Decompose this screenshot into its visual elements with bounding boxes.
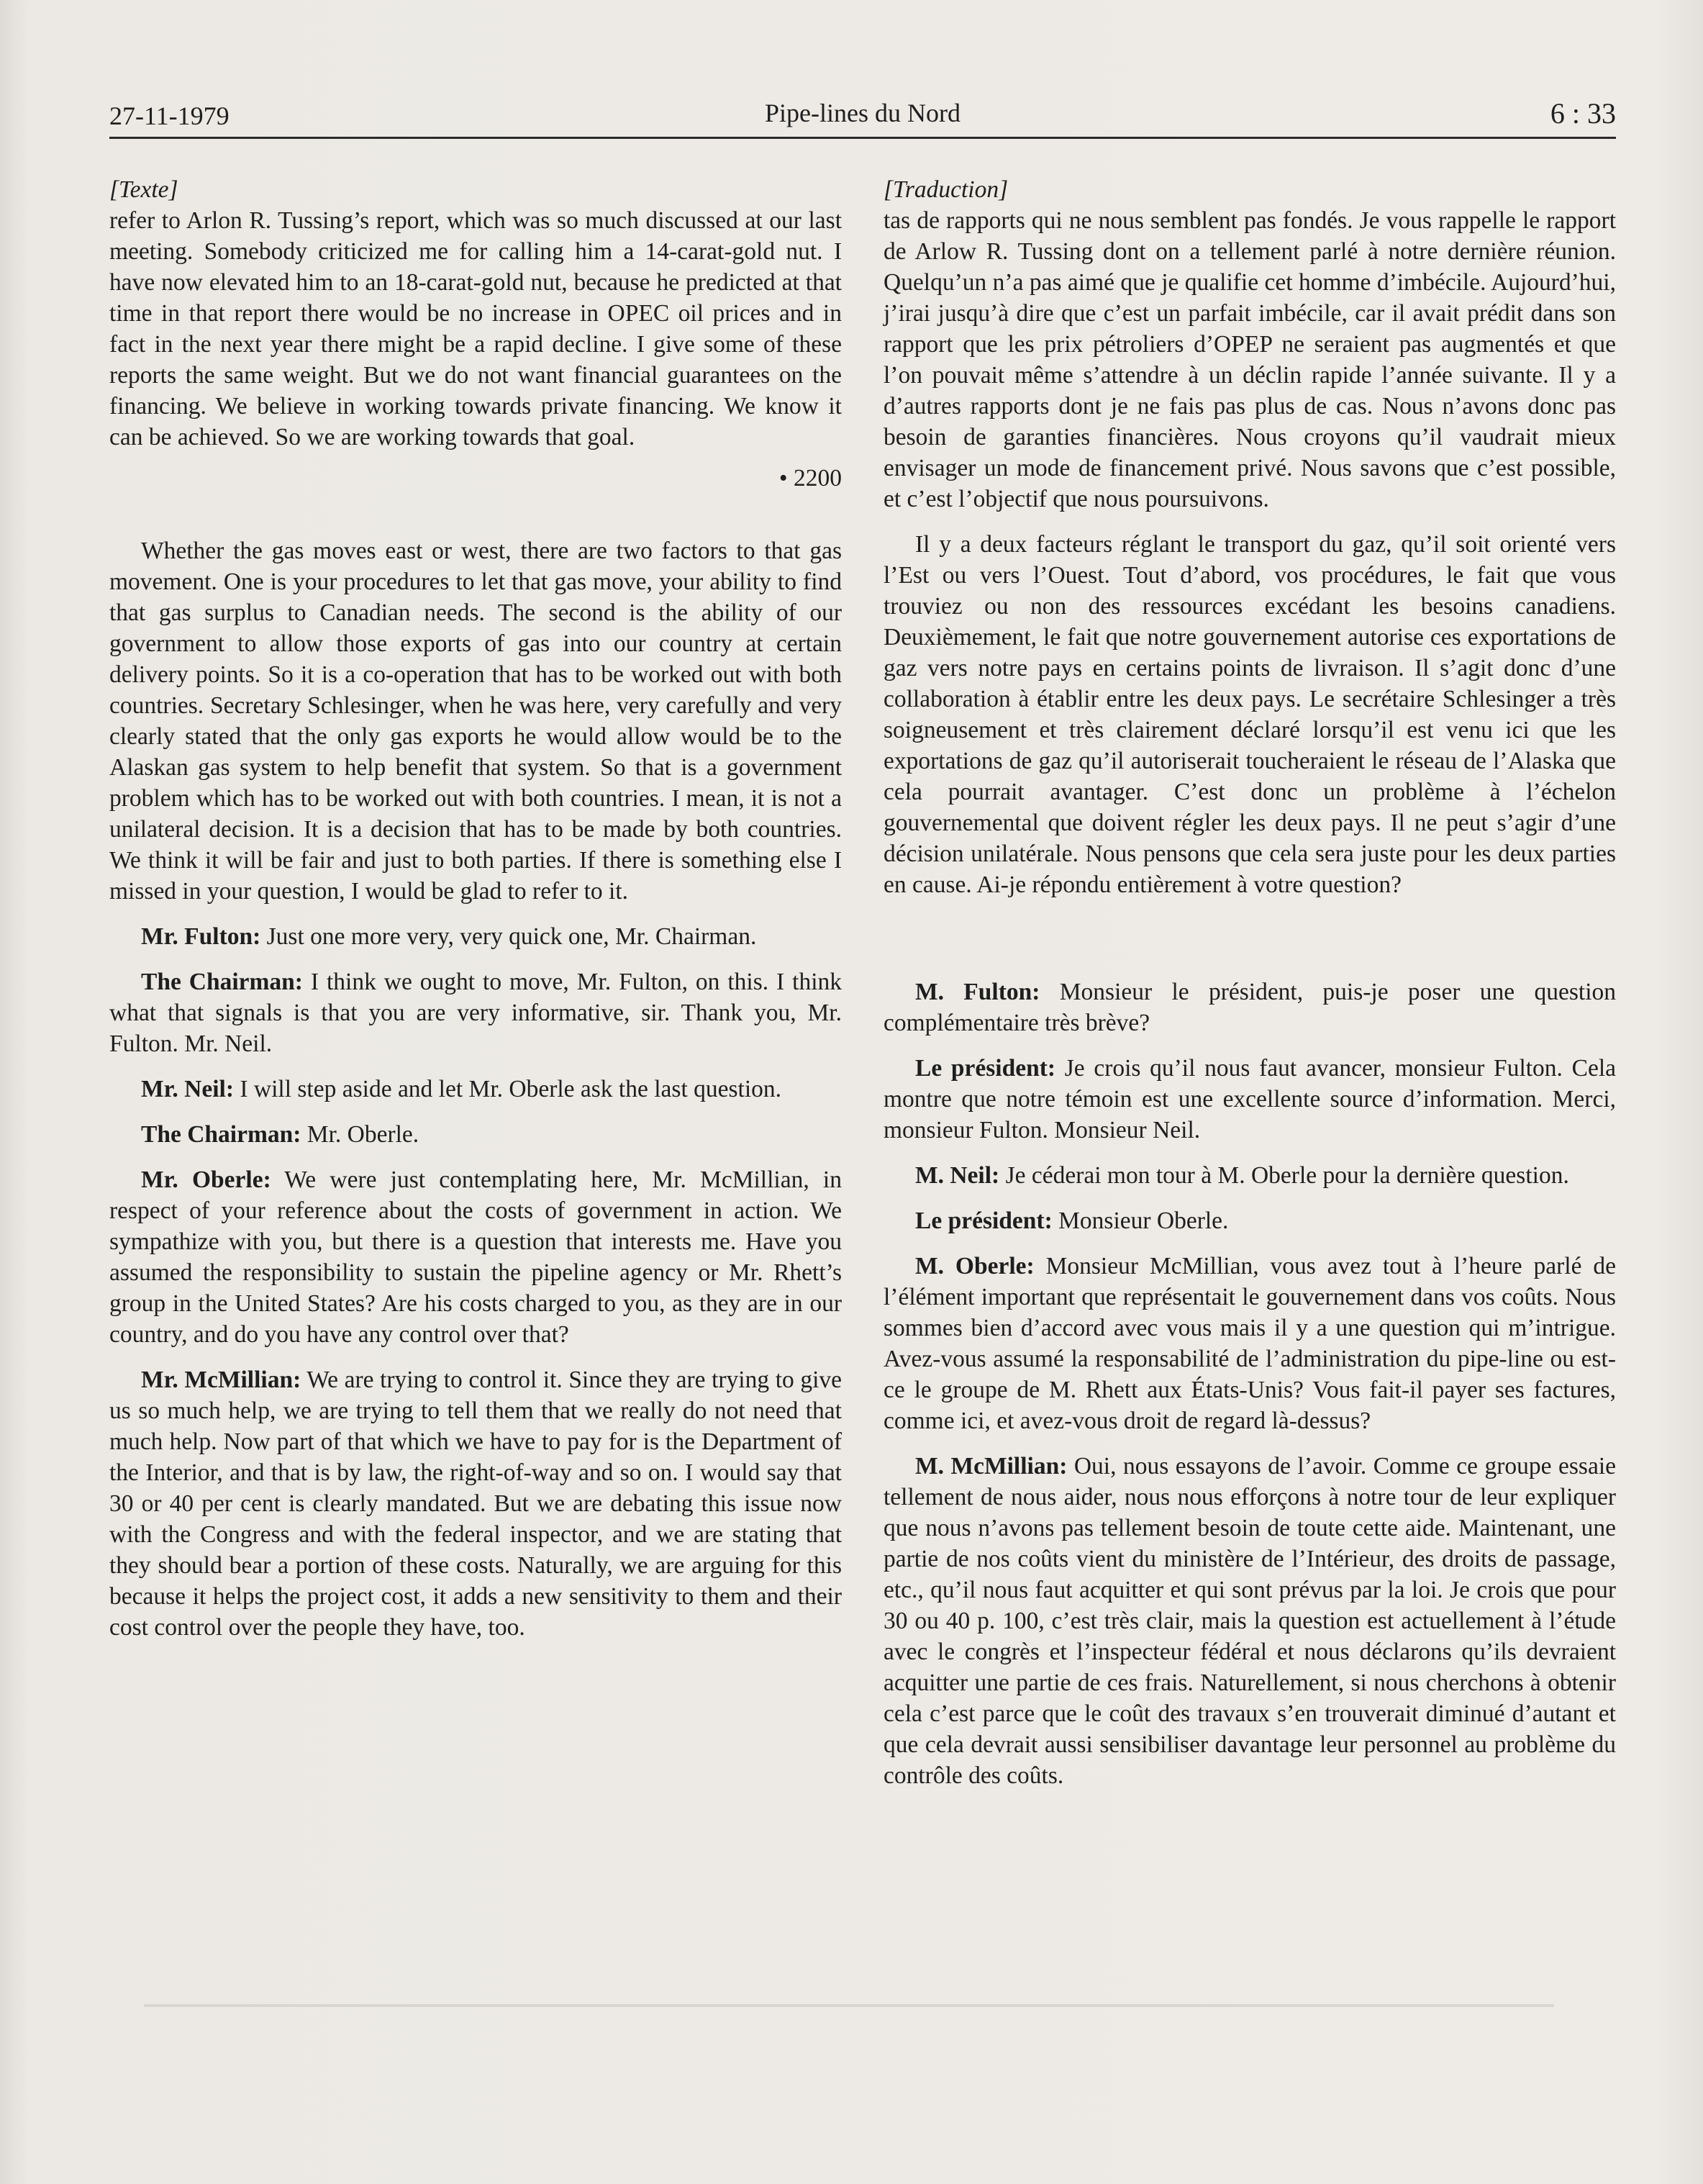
paragraph: Il y a deux facteurs réglant le transport du gaz, qu’il soit orienté vers l’Est ou vers l’Ouest. Tout d’abord, vos procédures, le fait que vous trouviez ou non des ressources excédant les besoins canadiens. Deuxièmement, le fait que notre gouvernement autorise ces exportations de gaz vers notre pays en certains points de livraison. Il s’agit donc d’une collaboration à établir entre les deux pays. Le secrétaire Schlesinger a très soigneusement et très clairement déclaré lorsqu’il est venu ici que les exportations de gaz qu’il autoriserait toucheraient le réseau de l’Alaska que cela pourrait avantager. C’est donc un problème à l’échelon gouvernemental que doivent régler les deux pays. Il ne peut s’agir d’une décision unilatérale. Nous pensons que cela sera juste pour les deux parties en cause. Ai-je répondu entièrement à votre question? bbox=[884, 531, 1616, 898]
speech bbox=[109, 1164, 842, 1350]
section-label-texte: [Texte] bbox=[109, 176, 178, 203]
speech-text: Mr. Oberle. bbox=[306, 1121, 419, 1148]
speaker-name: Mr. Oberle: bbox=[141, 1166, 271, 1193]
speaker-name: Le président: bbox=[915, 1207, 1053, 1234]
speech bbox=[109, 966, 842, 1059]
speaker-name: Le président: bbox=[915, 1055, 1056, 1082]
bleed-through-rule bbox=[144, 2004, 1554, 2007]
speaker-name: The Chairman: bbox=[141, 1121, 301, 1148]
speech bbox=[884, 1251, 1616, 1436]
speech-text: We were just contemplating here, Mr. McMillian, in respect of your reference about the costs of government in action. We sympathize with you, but there is a question that interests me. Have you assumed the responsibility to sustain the pipeline agency or Mr. Rhett’s group in the United States? Are his costs charged to you, as they are in our country, and do you have any control over that? bbox=[109, 1166, 842, 1348]
speech bbox=[884, 1451, 1616, 1791]
paragraph: refer to Arlon R. Tussing’s report, which was so much discussed at our last meeting. Somebody criticized me for calling him a 14-carat-gold nut. I have now elevated him to an 18-carat-gold nut, because he predicted at that time in that report there would be no increase in OPEC oil prices and in fact in the next year there might be a rapid decline. I give some of these reports the same weight. But we do not want financial guarantees on the financing. We believe in working towards private financing. We know it can be achieved. So we are working towards that goal. bbox=[109, 207, 842, 450]
speech bbox=[884, 977, 1616, 1038]
paragraph: Whether the gas moves east or west, there are two factors to that gas movement. One is your procedures to let that gas move, your ability to find that gas surplus to Canadian needs. The second is the ability of our government to allow those exports of gas into our country at certain delivery points. So it is a co-operation that has to be worked out with both countries. Secretary Schlesinger, when he was here, very carefully and very clearly stated that the only gas exports he would allow would be to the Alaskan gas system to help benefit that system. So that is a government problem which has to be worked out with both countries. I mean, it is not a unilateral decision. It is a decision that has to be made by both countries. We think it will be fair and just to both parties. If there is something else I missed in your question, I would be glad to refer to it. bbox=[109, 538, 842, 905]
paragraph: tas de rapports qui ne nous semblent pas fondés. Je vous rappelle le rapport de Arlow R. Tussing dont on a tellement parlé à notre dernière réunion. Quelqu’un n’a pas aimé que je qualifie cet homme d’imbécile. Aujourd’hui, j’irai jusqu’à dire que c’est un parfait imbécile, car il avait prédit dans son rapport que les prix pétroliers d’OPEP ne seraient pas augmentés et que l’on pouvait même s’attendre à un déclin rapide l’année suivante. Il y a d’autres rapports dont je ne fais pas plus de cas. Nous n’avons donc pas besoin de garanties financières. Nous croyons qu’il vaudrait mieux envisager un mode de financement privé. Nous savons que c’est possible, et c’est l’objectif que nous poursuivons. bbox=[884, 207, 1616, 512]
speech-text: Je crois qu’il nous faut avancer, monsieur Fulton. Cela montre que notre témoin est une excellente source d’information. Merci, monsieur Fulton. Monsieur Neil. bbox=[884, 1055, 1617, 1143]
speech-text: I think we ought to move, Mr. Fulton, on this. I think what that signals is that you are very informative, sir. Thank you, Mr. Fulton. Mr. Neil. bbox=[109, 969, 842, 1057]
speech-text: Oui, nous essayons de l’avoir. Comme ce groupe essaie tellement de nous aider, nous nous efforçons à notre tour de leur expliquer que nous n’avons pas tellement besoin de toute cette aide. Maintenant, une partie de nos coûts vient du ministère de l’Intérieur, des droits de passage, etc., qu’il nous faut acquitter et qui sont prévus par la loi. Je crois que pour 30 ou 40 p. 100, c’est très clair, mais la question est actuellement à l’étude avec le congrès et l’inspecteur fédéral et nous déclarons qu’ils devraient acquitter une partie de ces frais. Naturellement, si nous cherchons à obtenir cela c’est parce que le coût des travaux s’en trouverait diminué d’autant et que cela devrait aussi sensibiliser davantage leur personnel au problème du contrôle des coûts. bbox=[884, 1453, 1616, 1789]
speech-text: We are trying to control it. Since they are trying to give us so much help, we are trying to tell them that we really do not need that much help. Now part of that which we have to pay for is the Department of the Interior, and that is by law, the right-of-way and so on. I would say that 30 or 40 per cent is clearly mandated. But we are debating this issue now with the Congress and with the federal inspector, and we are stating that they should bear a portion of these costs. Naturally, we are arguing for this because it helps the project cost, it adds a new sensitivity to them and their cost control over the people they have, too. bbox=[109, 1367, 842, 1641]
speech-text: Je céderai mon tour à M. Oberle pour la dernière question. bbox=[1005, 1162, 1569, 1189]
speech bbox=[884, 1160, 1616, 1191]
speaker-name: The Chairman: bbox=[141, 969, 303, 995]
speech bbox=[884, 1205, 1616, 1236]
speaker-name: M. McMillian: bbox=[915, 1453, 1068, 1480]
label-text: Texte bbox=[119, 176, 169, 203]
page-header bbox=[109, 94, 1616, 139]
speech bbox=[109, 1119, 842, 1150]
speech bbox=[109, 1364, 842, 1643]
speech-text: I will step aside and let Mr. Oberle ask the last question. bbox=[240, 1076, 782, 1102]
speaker-name: Mr. Fulton: bbox=[141, 923, 261, 950]
speech bbox=[884, 1053, 1616, 1146]
speaker-name: M. Neil: bbox=[915, 1162, 1000, 1189]
speech-text: Monsieur Oberle. bbox=[1058, 1207, 1229, 1234]
time-marker: • 2200 bbox=[778, 465, 842, 491]
speaker-name: M. Oberle: bbox=[915, 1253, 1035, 1279]
english-column bbox=[109, 174, 842, 1643]
section-label-traduction: [Traduction] bbox=[884, 176, 1009, 203]
french-column bbox=[884, 174, 1616, 1791]
speech bbox=[109, 921, 842, 952]
speaker-name: M. Fulton: bbox=[915, 979, 1040, 1005]
header-title: Pipe-lines du Nord bbox=[765, 99, 961, 127]
speaker-name: Mr. McMillian: bbox=[141, 1367, 301, 1393]
speech bbox=[109, 1074, 842, 1105]
label-text: Traduction bbox=[893, 176, 999, 203]
speech-text: Just one more very, very quick one, Mr. Chairman. bbox=[266, 923, 757, 950]
speech-text: Monsieur McMillian, vous avez tout à l’heure parlé de l’élément important que représentait le gouvernement dans vos coûts. Nous sommes bien d’accord avec vous mais il y a une question qui m’intrigue. Avez-vous assumé la responsabilité de l’administration du pipe-line ou est-ce le groupe de M. Rhett aux États-Unis? Vous fait-il payer ses factures, comme ici, et avez-vous droit de regard là-dessus? bbox=[884, 1253, 1616, 1434]
header-page-number: 6 : 33 bbox=[1550, 97, 1616, 130]
speech-text: Monsieur le président, puis-je poser une question complémentaire très brève? bbox=[884, 979, 1617, 1036]
speaker-name: Mr. Neil: bbox=[141, 1076, 234, 1102]
header-date: 27-11-1979 bbox=[109, 101, 230, 130]
